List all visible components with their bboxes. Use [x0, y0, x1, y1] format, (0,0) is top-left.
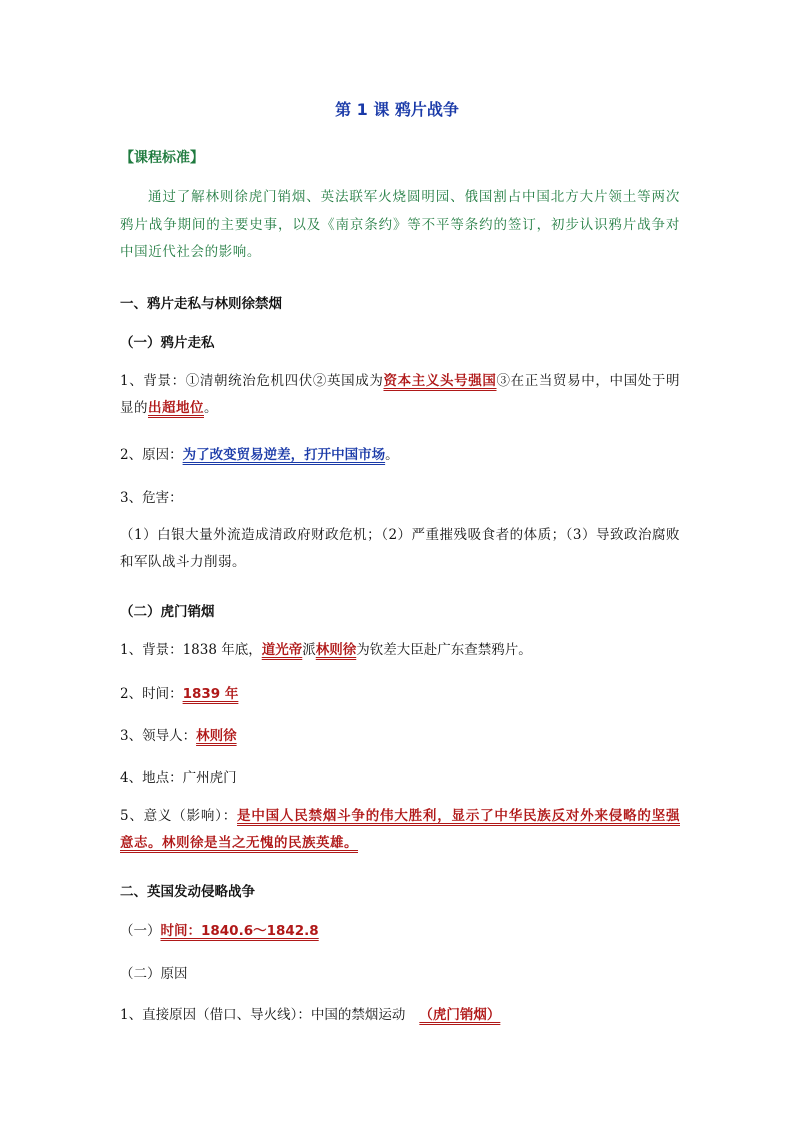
highlight-trade-surplus: 出超地位: [148, 400, 204, 416]
leader-prefix: 3、领导人：: [120, 728, 197, 744]
section2-sub1-prefix: （一）: [120, 923, 161, 939]
background-mid: ③在正当贸易中，中国处于明显的: [120, 373, 681, 416]
highlight-linzexu: 林则徐: [315, 642, 357, 658]
time-prefix: 2、时间：: [120, 686, 183, 702]
humen-background-line: [120, 638, 532, 658]
place-line: 4、地点：广州虎门: [120, 770, 237, 786]
humen-bg-end: 为钦差大臣赴广东查禁鸦片。: [356, 642, 532, 658]
section2-heading: 二、英国发动侵略战争: [120, 884, 255, 900]
section1-sub1: （一）鸦片走私: [120, 335, 215, 351]
section2-sub2: （二）原因: [120, 966, 188, 982]
background-paragraph: [120, 368, 680, 422]
meaning-paragraph: [120, 803, 680, 857]
highlight-cause: 为了改变贸易逆差，打开中国市场: [182, 447, 386, 463]
humen-bg-mid: 派: [302, 642, 316, 658]
highlight-war-time: 时间：1840.6～1842.8: [160, 923, 319, 939]
standard-body: 通过了解林则徐虎门销烟、英法联军火烧圆明园、俄国割占中国北方大片领土等两次鸦片战争期间的主要史事，以及《南京条约》等不平等条约的签订，初步认识鸦片战争对中国近代社会的影响。: [120, 189, 680, 260]
highlight-capitalist-power: 资本主义头号强国: [383, 373, 497, 389]
humen-bg-prefix: 1、背景：1838 年底，: [120, 642, 262, 658]
highlight-daoguang: 道光帝: [261, 642, 303, 658]
page-title: 第 1 课 鸦片战争: [335, 100, 459, 119]
highlight-meaning: 是中国人民禁烟斗争的伟大胜利，显示了中华民族反对外来侵略的坚强意志。林则徐是当之无愧的民族英雄。: [120, 808, 680, 851]
leader-line: [120, 724, 237, 744]
harm-heading: 3、危害：: [120, 490, 183, 506]
time-line: [120, 682, 238, 702]
section2-sub1: [120, 919, 319, 939]
cause-end: 。: [385, 447, 399, 463]
meaning-prefix: 5、意义（影响）：: [120, 808, 238, 824]
standard-heading: 【课程标准】: [120, 150, 204, 166]
highlight-direct-cause: （虎门销烟）: [419, 1007, 501, 1023]
cause-prefix: 2、原因：: [120, 447, 183, 463]
direct-cause-line: [120, 1003, 500, 1023]
section1-sub2: （二）虎门销烟: [120, 604, 215, 620]
harm-body: （1）白银大量外流造成清政府财政危机；（2）严重摧残吸食者的体质；（3）导致政治腐败和军队战斗力削弱。: [120, 527, 680, 570]
highlight-leader: 林则徐: [196, 728, 237, 744]
cause-line: [120, 443, 399, 463]
section1-heading: 一、鸦片走私与林则徐禁烟: [120, 296, 282, 312]
direct-cause-prefix: 1、直接原因（借口、导火线）：中国的禁烟运动: [120, 1007, 406, 1023]
background-end: 。: [204, 400, 218, 416]
background-prefix: 1、背景：①清朝统治危机四伏②英国成为: [120, 373, 384, 389]
highlight-time: 1839 年: [182, 686, 239, 702]
